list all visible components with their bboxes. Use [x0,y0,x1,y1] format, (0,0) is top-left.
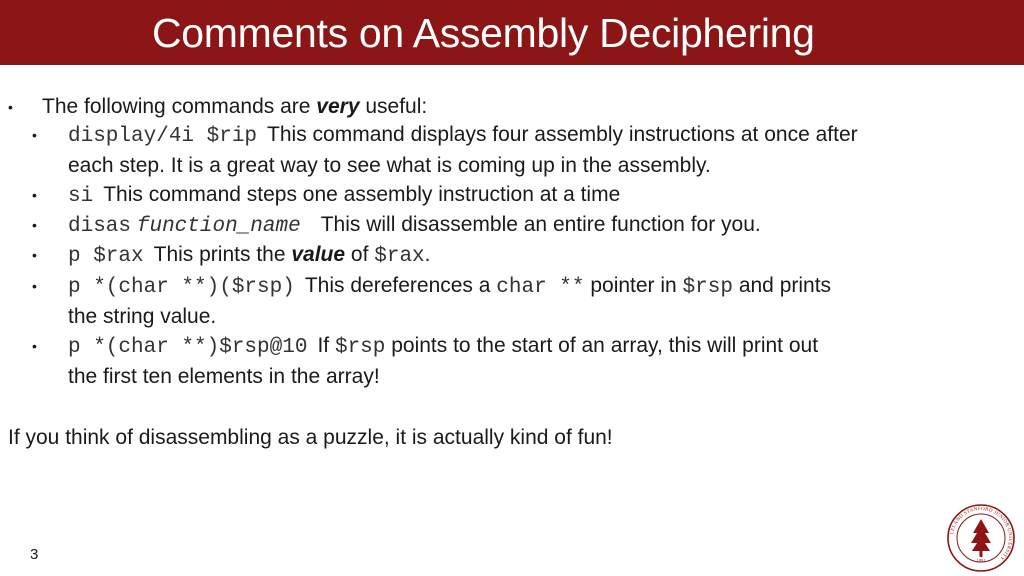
command-code: p $rax [68,245,144,268]
description-text: pointer in [584,274,683,297]
command-code: p *(char **)($rsp) [68,276,295,299]
emphasis: value [291,243,346,266]
command-description: This dereferences a [304,274,497,297]
title-bar [0,0,1024,65]
seal-year: 1891 [976,558,986,563]
command-description: This prints the [153,243,292,266]
description-text: . [424,243,431,266]
bullet: • [32,247,37,263]
inline-code: $rsp [334,336,386,359]
command-code: p *(char **)$rsp@10 [68,336,308,359]
intro-prefix: The following commands are [42,95,317,118]
bullet: • [32,278,37,294]
bullet: • [32,338,37,354]
bullet: • [32,217,37,233]
list-item-continuation: each step. It is a great way to see what is coming up in the assembly. [68,154,711,177]
command-code: display/4i $rip [68,125,258,148]
command-description: This command displays four assembly instructions at once after [267,123,858,146]
command-description: This command steps one assembly instruction at a time [103,183,621,206]
stanford-seal-icon [946,503,1016,573]
page-number: 3 [30,546,39,563]
list-item-continuation: the string value. [68,305,217,328]
description-text: of [345,243,375,266]
list-item-continuation: the first ten elements in the array! [68,365,380,388]
bullet: • [32,127,37,143]
bullet: • [8,99,13,115]
command-argument: function_name [136,215,301,238]
command-code: disas [68,215,132,238]
inline-code: char ** [496,276,585,299]
command-description: This will disassemble an entire function for you. [320,213,761,236]
command-code: si [68,185,94,208]
intro-suffix: useful: [359,95,428,118]
bullet: • [32,187,37,203]
closing-remark: If you think of disassembling as a puzzle, it is actually kind of fun! [8,426,613,449]
description-text: and prints [732,274,832,297]
seal-text: LELAND STANFORD JUNIOR UNIVERSITY [950,506,1013,561]
command-description: If [317,334,335,357]
intro-emphasis: very [316,95,360,118]
inline-code: $rax [374,245,425,268]
slide-title: Comments on Assembly Deciphering [152,10,815,56]
description-text: points to the start of an array, this will print out [385,334,819,357]
inline-code: $rsp [682,276,733,299]
